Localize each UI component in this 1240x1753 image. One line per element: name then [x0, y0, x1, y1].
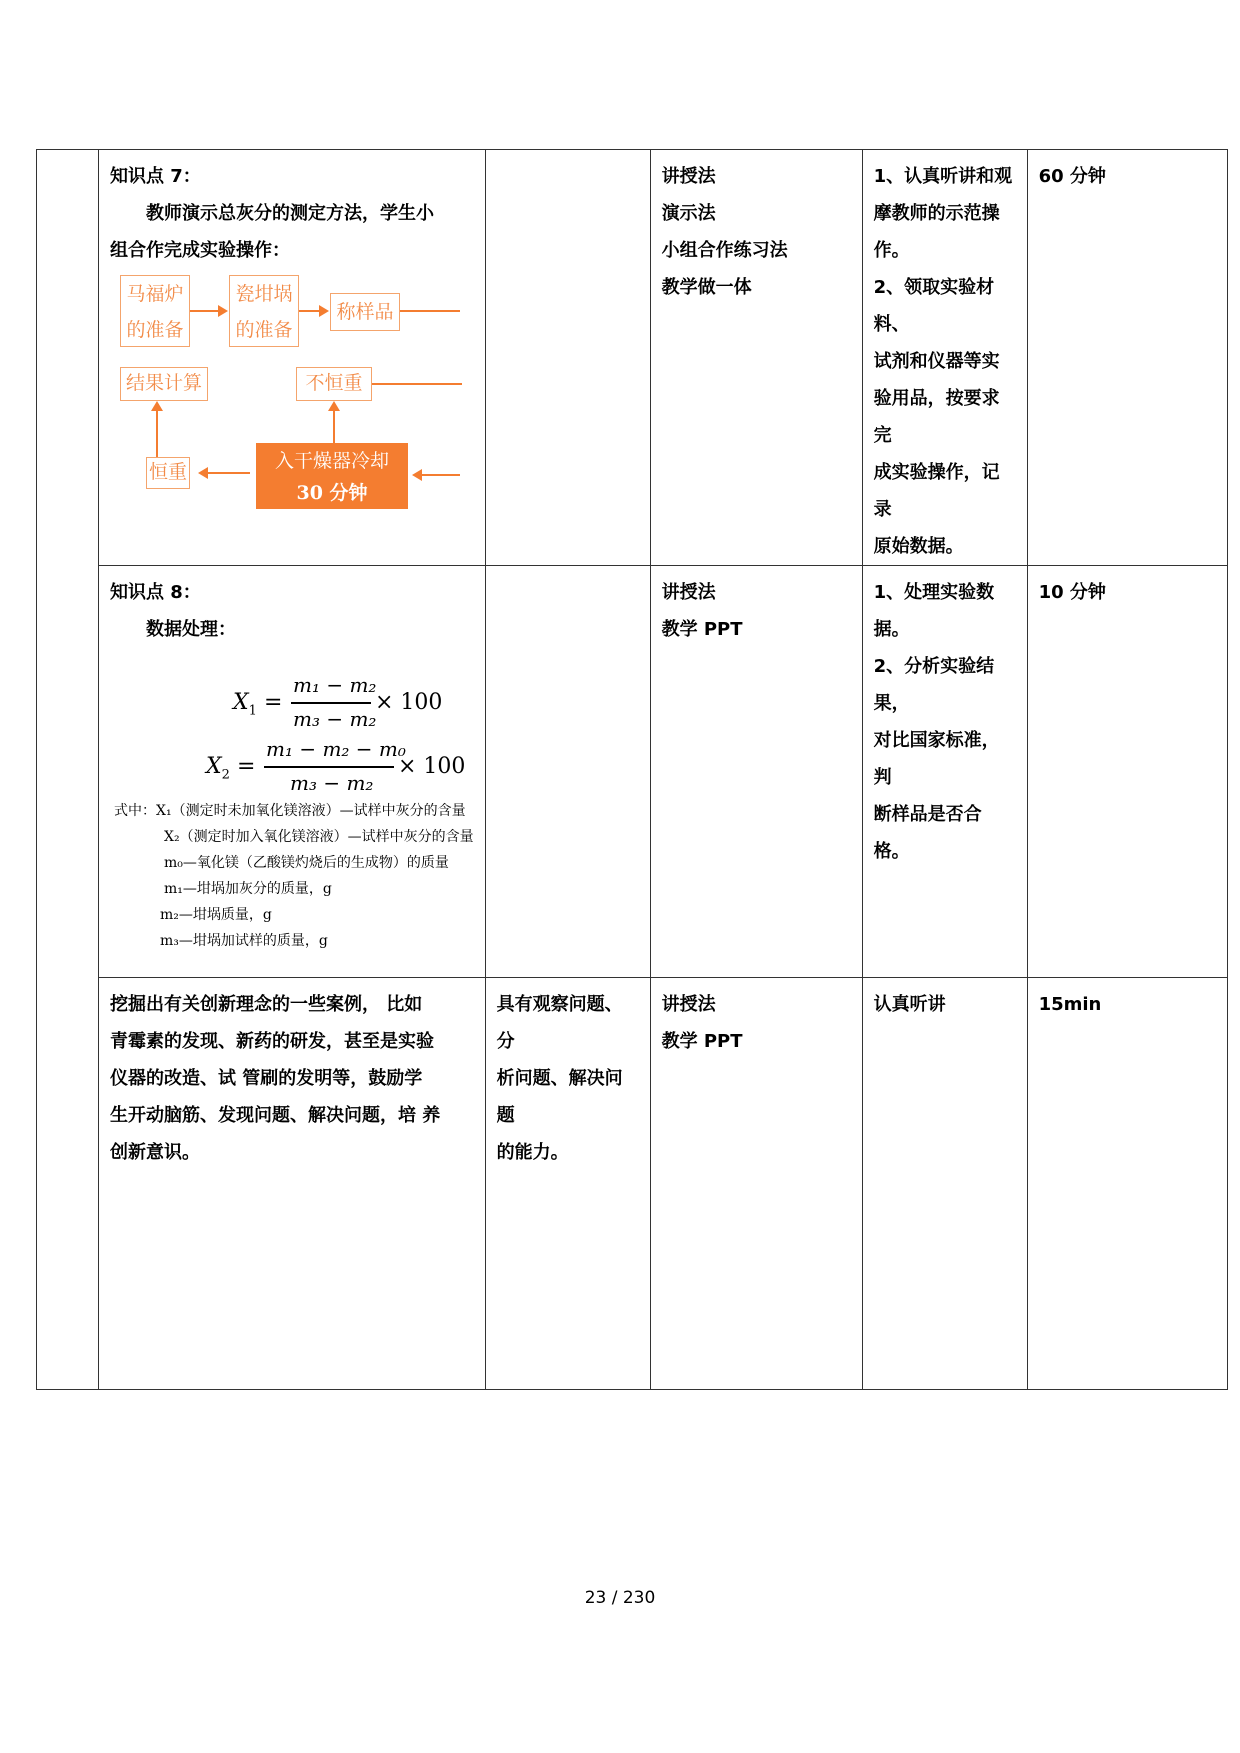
knowledge-heading: 知识点 7： [110, 166, 201, 187]
flow-node-weigh: 称样品 [330, 293, 400, 331]
content-cell [99, 150, 486, 566]
formula-1-multiplier: × 100 [375, 690, 443, 715]
content-line: 仪器的改造、试 管刷的发明等，鼓励学 [110, 1068, 423, 1089]
time-value: 15min [1038, 994, 1102, 1015]
time-value: 10 分钟 [1038, 582, 1106, 603]
content-line: 生开动脑筋、发现问题、解决问题，培 养 [110, 1105, 441, 1126]
flow-node-calc: 结果计算 [120, 367, 208, 401]
method-item: 教学做一体 [661, 277, 752, 298]
flow-node-crucible: 瓷坩埚 的准备 [229, 275, 299, 347]
table-row [37, 150, 1228, 566]
time-cell [1027, 566, 1227, 978]
page-number: 23 / 230 [584, 1588, 656, 1608]
definition-line: m₃—坩埚加试样的质量，g [160, 933, 328, 949]
content-line: 创新意识。 [110, 1142, 200, 1163]
formula-2-numerator: m₁ − m₂ − m₀ [266, 737, 406, 761]
table-row [37, 566, 1228, 978]
content-line: 青霉素的发现、新药的研发，甚至是实验 [110, 1031, 434, 1052]
method-item: 教学 PPT [661, 1031, 743, 1052]
ash-formulas [110, 648, 466, 798]
knowledge-intro: 数据处理： [146, 619, 236, 640]
lesson-plan-table [36, 149, 1228, 1390]
definition-line: 式中：X₁（测定时未加氧化镁溶液）—试样中灰分的含量 [114, 803, 466, 819]
activity-line: 断样品是否合格。 [873, 804, 982, 862]
formula-2-lhs: $X_2$ = [206, 754, 256, 783]
definition-line: X₂（测定时加入氧化镁溶液）—试样中灰分的含量 [164, 829, 474, 845]
objective-line: 具有观察问题、分 [496, 994, 623, 1052]
methods-cell [650, 566, 862, 978]
activity-line: 认真听讲 [873, 994, 946, 1015]
objective-line: 的能力。 [496, 1142, 569, 1163]
objective-cell [485, 566, 650, 978]
flow-node-furnace: 马福炉 的准备 [120, 275, 190, 347]
definition-line: m₁—坩埚加灰分的质量，g [164, 881, 332, 897]
activities-cell [862, 150, 1027, 566]
activity-line: 对比国家标准，判 [873, 730, 1000, 788]
flow-node-not-constant: 不恒重 [296, 367, 372, 401]
definition-line: m₀—氧化镁（乙酸镁灼烧后的生成物）的质量 [164, 855, 449, 871]
section-cell [37, 150, 99, 1390]
activity-line: 2、领取实验材料、 [873, 277, 995, 335]
knowledge-intro: 教师演示总灰分的测定方法，学生小 [146, 203, 434, 224]
objective-cell [485, 978, 650, 1390]
activities-cell [862, 566, 1027, 978]
formula-1-denominator: m₃ − m₂ [293, 707, 377, 731]
time-cell [1027, 150, 1227, 566]
method-item: 讲授法 [661, 582, 716, 603]
content-cell [99, 566, 486, 978]
content-line: 挖掘出有关创新理念的一些案例， 比如 [110, 994, 423, 1015]
activity-line: 1、认真听讲和观 [873, 166, 1013, 187]
activity-line: 摩教师的示范操 [873, 203, 1000, 224]
method-item: 教学 PPT [661, 619, 743, 640]
formula-1-numerator: m₁ − m₂ [293, 673, 377, 697]
flow-node-constant: 恒重 [146, 457, 190, 489]
formula-1-lhs: $X_1$ = [233, 690, 283, 719]
formula-definitions [114, 798, 474, 954]
activity-line: 试剂和仪器等实 [873, 351, 1000, 372]
table-row [37, 978, 1228, 1390]
method-item: 讲授法 [661, 166, 716, 187]
methods-cell [650, 978, 862, 1390]
activity-line: 成实验操作，记录 [873, 462, 1000, 520]
knowledge-heading: 知识点 8： [110, 582, 201, 603]
formula-2-denominator: m₃ − m₂ [290, 771, 374, 795]
methods-cell [650, 150, 862, 566]
activity-line: 原始数据。 [873, 536, 964, 557]
time-cell [1027, 978, 1227, 1390]
time-value: 60 分钟 [1038, 166, 1106, 187]
definition-line: m₂—坩埚质量，g [160, 907, 272, 923]
activity-line: 作。 [873, 240, 910, 261]
activities-cell [862, 978, 1027, 1390]
flow-node-dryer: 入干燥器冷却 30 分钟 [256, 443, 408, 509]
method-item: 小组合作练习法 [661, 240, 788, 261]
activity-line: 1、处理实验数据。 [873, 582, 995, 640]
objective-cell [485, 150, 650, 566]
method-item: 演示法 [661, 203, 716, 224]
activity-line: 验用品，按要求完 [873, 388, 1000, 446]
activity-line: 2、分析实验结果， [873, 656, 995, 714]
formula-2-multiplier: × 100 [398, 754, 466, 779]
objective-line: 析问题、解决问题 [496, 1068, 623, 1126]
ash-procedure-flowchart [108, 271, 453, 543]
content-cell [99, 978, 486, 1390]
knowledge-intro-cont: 组合作完成实验操作： [110, 240, 290, 261]
method-item: 讲授法 [661, 994, 716, 1015]
